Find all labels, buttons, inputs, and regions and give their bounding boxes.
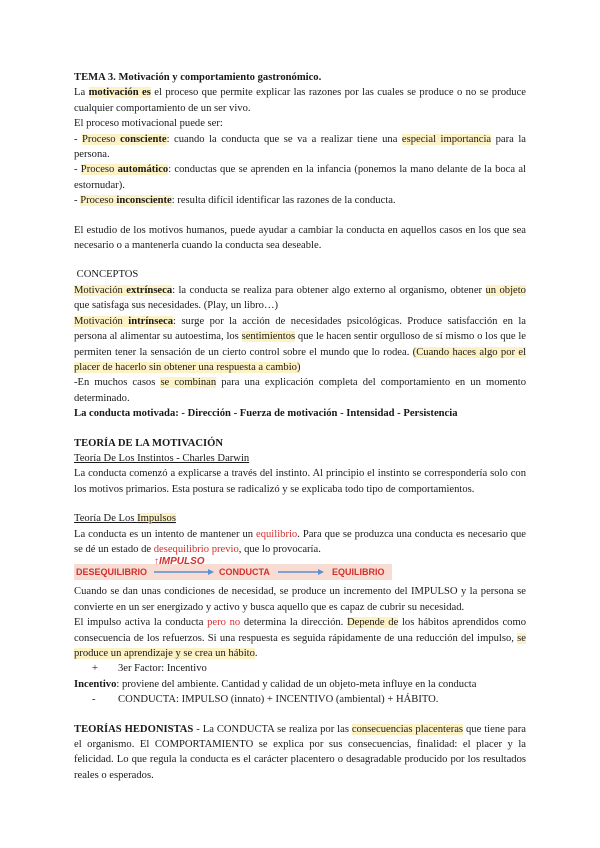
concepto-combinan: -En muchos casos se combinan para una explicación completa del comportamiento en un momento determinado. <box>74 377 526 404</box>
bullet-tercer-factor: + 3er Factor: Incentivo <box>92 663 207 675</box>
intro-item-consciente: - Proceso consciente: cuando la conducta que se va a realizar tiene una especial importancia para la persona. <box>74 133 526 161</box>
teoria-instintos-text: La conducta comenzó a explicarse a través del instinto. Al principio el instinto se correspondería solo con los motivos primarios. Esta postura se radicalizó y se explicaba todo tipo de comportamientos. <box>74 468 526 495</box>
impulsos-paragraph-3: El impulso activa la conducta pero no determina la dirección. Depende de los hábitos aprendidos como consecuencia de los refuerzos. Si una respuesta es seguida rápidamente de una reducción del impulso, se produce un aprendizaje y se crea un hábito. <box>74 617 527 659</box>
teoria-instintos-title: Teoría De Los Instintos - Charles Darwin <box>74 452 250 464</box>
impulsos-paragraph-2: Cuando se dan unas condiciones de necesidad, se produce un incremento del IMPULSO y la persona se convierte en un ser energizado y activo y busca aquello que es capaz de cubrir su necesidad. <box>74 586 526 613</box>
conducta-motivada: La conducta motivada: - Dirección - Fuerza de motivación - Intensidad - Persistencia <box>74 408 458 420</box>
diagram-equilibrio: EQUILIBRIO <box>332 567 385 578</box>
intro-item-automatico: - Proceso automático: conductas que se aprenden en la infancia (ponemos la mano delante de la boca al estornudar). <box>74 164 526 191</box>
intro-definition: La motivación es el proceso que permite explicar las razones por las cuales se produce o no se produce cualquier comportamiento de un ser vivo. <box>74 87 526 114</box>
intro-item-inconsciente: - Proceso inconsciente: resulta difícil identificar las razones de la conducta. <box>74 195 396 207</box>
arrow-to-equilibrio-icon <box>278 569 324 575</box>
up-arrow-icon: ↑ <box>154 556 159 568</box>
teoria-impulsos-title: Teoría De Los Impulsos <box>74 513 176 525</box>
document-page <box>74 70 526 783</box>
diagram-impulso: ↑IMPULSO <box>154 556 205 568</box>
conceptos-heading: CONCEPTOS <box>74 269 139 281</box>
incentivo-definition: Incentivo: proviene del ambiente. Cantidad y calidad de un objeto-meta influye en la conducta <box>74 678 477 690</box>
document-title: TEMA 3. Motivación y comportamiento gastronómico. <box>74 72 322 83</box>
impulsos-paragraph-1: La conducta es un intento de mantener un equilibrio. Para que se produzca una conducta es necesario que se dé un estado de desequilibrio previo, que lo provocaría. <box>74 528 526 555</box>
bullet-conducta-formula: - CONDUCTA: IMPULSO (innato) + INCENTIVO (ambiental) + HÁBITO. <box>92 694 439 706</box>
arrow-to-conducta-icon <box>154 569 214 575</box>
impulse-diagram <box>74 556 526 582</box>
diagram-conducta: CONDUCTA <box>219 567 270 578</box>
intro-study-paragraph: El estudio de los motivos humanos, puede ayudar a cambiar la conducta en aquellos casos en los que sea necesario o a mantenerla cuando la conducta sea deseable. <box>74 224 526 252</box>
intro-types-lead: El proceso motivacional puede ser: <box>74 118 223 130</box>
teoria-heading: TEORÍA DE LA MOTIVACIÓN <box>74 437 224 449</box>
concepto-extrinseca: Motivación extrínseca: la conducta se realiza para obtener algo externo al organismo, obtener un objeto que satisfaga sus necesidades. (Play, un libro…) <box>74 284 526 312</box>
diagram-desequilibrio: DESEQUILIBRIO <box>76 567 148 578</box>
teorias-hedonistas: TEORÍAS HEDONISTAS - La CONDUCTA se realiza por las consecuencias placenteras que tiene para el organismo. El COMPORTAMIENTO se explica por sus consecuencias, finalidad: el placer y la felicidad. Lo que regula la conducta es el carácter placentero o desagradable producido por los resultados reales o esperados. <box>74 723 526 781</box>
concepto-intrinseca: Motivación intrínseca: surge por la acción de necesidades psicológicas. Produce satisfacción en la persona al alimentar su autoestima, los sentimientos que le hacen sentir orgulloso de sí mismo o los que le permiten tener la sensación de un cierto control sobre el mundo que lo rodea. (Cuando haces algo por el placer de hacerlo sin obtener una respuesta a cambio) <box>74 315 527 373</box>
